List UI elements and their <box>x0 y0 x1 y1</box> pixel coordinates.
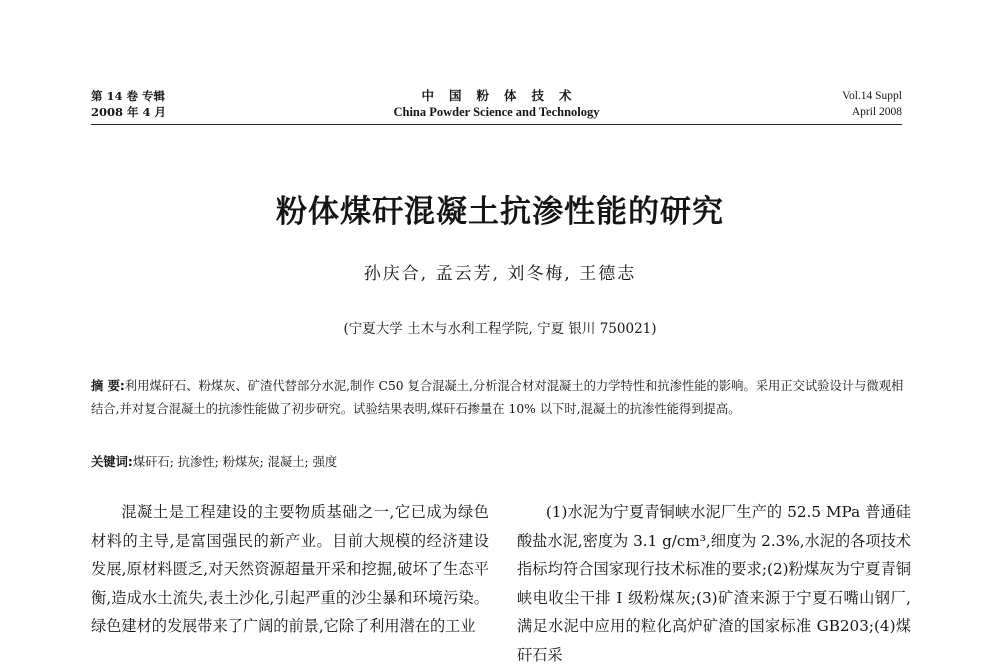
journal-name <box>91 88 902 121</box>
author-list: 孙庆合, 孟云芳, 刘冬梅, 王德志 <box>363 264 637 284</box>
volume-label: 第 14 卷 专辑 <box>91 89 166 103</box>
header-rule <box>91 124 902 125</box>
abstract-text: 利用煤矸石、粉煤灰、矿渣代替部分水泥,制作 C50 复合混凝土,分析混合材对混凝土的力学特性和抗渗性能的影响。采用正交试验设计与微观相结合,并对复合混凝土的抗渗性能做了初步研究。试验结果表明,煤矸石掺量在 10% 以下时,混凝土的抗渗性能得到提高。 <box>91 379 904 416</box>
body-column-left: 混凝土是工程建设的主要物质基础之一,它已成为绿色材料的主导,是富国强民的新产业。目前大规模的经济建设发展,原材料匮乏,对天然资源超量开采和挖掘,破坏了生态平衡,造成水土流失,表土沙化,引起严重的沙尘暴和环境污染。绿色建材的发展带来了广阔的前景,它除了利用潜在的工业 <box>91 503 489 635</box>
keywords-label: 关键词: <box>91 455 133 469</box>
volume-label-en: Vol.14 Suppl <box>842 90 902 102</box>
running-header <box>91 88 902 124</box>
keywords-text: 煤矸石; 抗渗性; 粉煤灰; 混凝土; 强度 <box>132 455 338 469</box>
keywords <box>91 452 911 472</box>
abstract-label: 摘 要: <box>91 379 125 393</box>
author-affiliation: (宁夏大学 土木与水利工程学院, 宁夏 银川 750021) <box>343 321 657 337</box>
abstract <box>91 375 911 421</box>
journal-name-cn: 中国粉体技术 <box>421 88 587 103</box>
issue-date: 2008 年 4 月 <box>91 105 167 119</box>
paper-title: 粉体煤矸混凝土抗渗性能的研究 <box>276 194 724 230</box>
journal-volume-en <box>842 88 902 120</box>
body-column-right: (1)水泥为宁夏青铜峡水泥厂生产的 52.5 MPa 普通硅酸盐水泥,密度为 3.1 g/cm³,细度为 2.3%,水泥的各项技术指标均符合国家现行技术标准的要求;(2)粉煤灰为宁夏青铜峡电收尘干排 Ⅰ 级粉煤灰;(3)矿渣来源于宁夏石嘴山钢厂,满足水泥中应用的粒化高炉矿渣的国家标准 GB203;(4)煤矸石采 <box>517 503 911 664</box>
issue-date-en: April 2008 <box>851 106 902 118</box>
journal-name-en: China Powder Science and Technology <box>393 105 600 119</box>
